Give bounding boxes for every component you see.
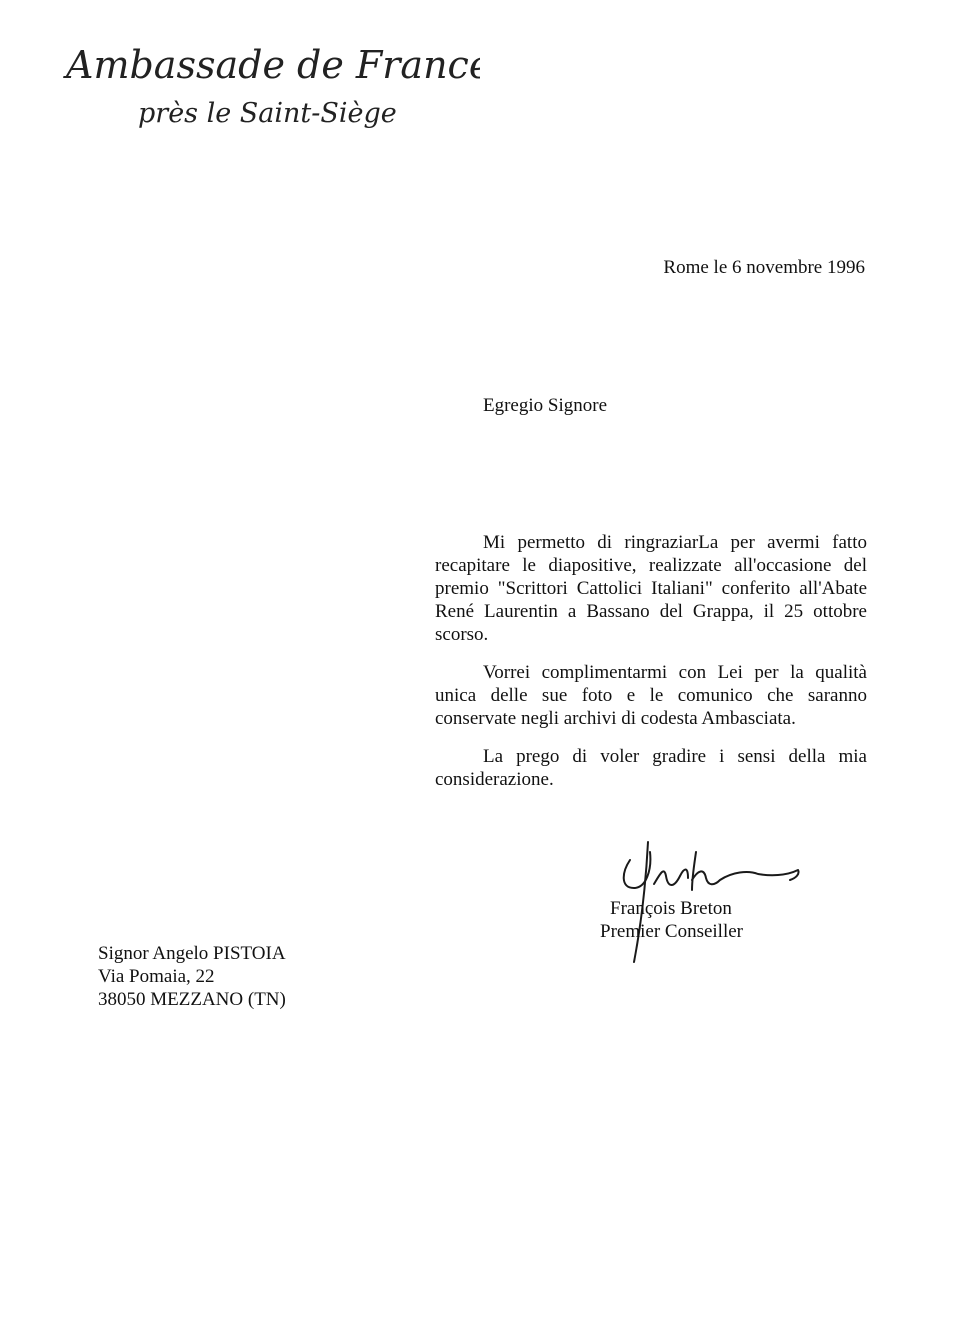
letterhead — [60, 28, 480, 138]
recipient-name: Signor Angelo PISTOIA — [98, 943, 286, 964]
signature-block — [600, 897, 743, 943]
paragraph-2: Vorrei complimentarmi con Lei per la qualità unica delle sue foto e le comunico che saranno conservate negli archivi di codesta Ambasciata. — [435, 662, 867, 729]
salutation: Egregio Signore — [483, 395, 608, 416]
signer-title: Premier Conseiller — [600, 921, 743, 942]
letter-date: Rome le 6 novembre 1996 — [663, 257, 865, 278]
recipient-address — [98, 942, 286, 1011]
recipient-street: Via Pomaia, 22 — [98, 966, 215, 987]
recipient-city: 38050 MEZZANO (TN) — [98, 989, 286, 1010]
letter-body — [435, 531, 867, 806]
letterhead-line1: Ambassade de France — [66, 43, 480, 87]
letterhead-line2: près le Saint-Siège — [138, 98, 397, 129]
letterhead-script — [60, 28, 480, 138]
paragraph-3: La prego di voler gradire i sensi della mia considerazione. — [435, 746, 867, 790]
paragraph-1: Mi permetto di ringraziarLa per avermi fatto recapitare le diapositive, realizzate all'occasione del premio "Scrittori Cattolici Italiani" conferito all'Abate René Laurentin a Bassano del Grappa, il 25 ottobre scorso. — [435, 532, 867, 645]
signer-name: François Breton — [610, 898, 732, 919]
